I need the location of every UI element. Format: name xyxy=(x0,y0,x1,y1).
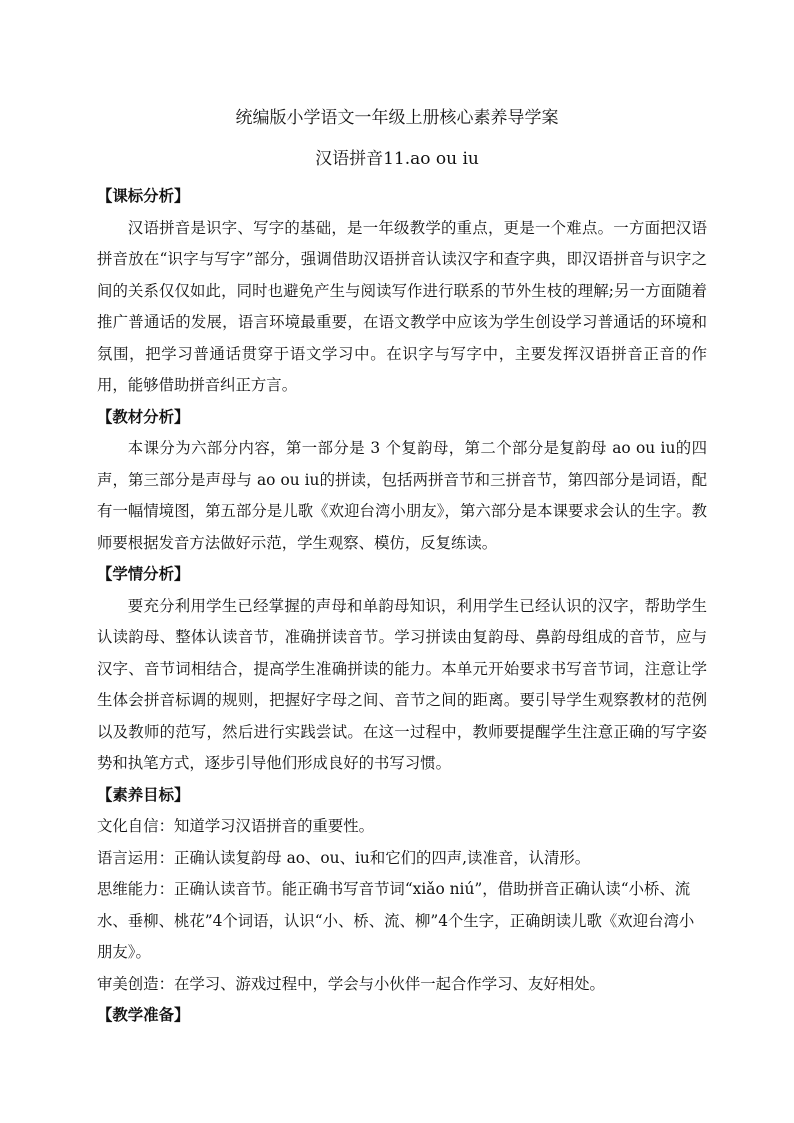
document-body xyxy=(97,181,707,1032)
document-subtitle: 汉语拼音11.ao ou iu xyxy=(315,149,479,169)
document-title: 统编版小学语文一年级上册核心素养导学案 xyxy=(235,108,559,128)
section-heading-preparation: 【教学准备】 xyxy=(97,1006,190,1024)
goal-item-thinking: 思维能力：正确认读音节。能正确书写音节词“xiǎo niú”，借助拼音正确认读“小桥、流水、垂柳、桃花”4个词语，认识“小、桥、流、柳”4个生字，正确朗读儿歌《欢迎台湾小朋友》。 xyxy=(97,880,695,961)
goal-item-aesthetics: 审美创造：在学习、游戏过程中，学会与小伙伴一起合作学习、友好相处。 xyxy=(97,974,605,993)
curriculum-analysis-text: 汉语拼音是识字、写字的基础，是一年级教学的重点，更是一个难点。一方面把汉语拼音放在“识字与写字”部分，强调借助汉语拼音认读汉字和查字典，即汉语拼音与识字之间的关系仅仅如此，同时也避免产生与阅读写作进行联系的节外生枝的理解;另一方面随着推广普通话的发展，语言环境最重要，在语文教学中应该为学生创设学习普通话的环境和氛围，把学习普通话贯穿于语文学习中。在识字与写字中，主要发挥汉语拼音正音的作用，能够借助拼音纠正方言。 xyxy=(97,218,707,394)
section-heading-learners: 【学情分析】 xyxy=(97,565,190,583)
textbook-analysis-text: 本课分为六部分内容，第一部分是 3 个复韵母，第二个部分是复韵母 ao ou iu的四声，第三部分是声母与 ao ou iu的拼读，包括两拼音节和三拼音节，第四部分是词语，配有一幅情境图，第五部分是儿歌《欢迎台湾小朋友》，第六部分是本课要求会认的生字。教师要根据发音方法做好示范，学生观察、模仿，反复练读。 xyxy=(97,439,707,552)
section-heading-curriculum: 【课标分析】 xyxy=(97,187,190,205)
section-heading-textbook: 【教材分析】 xyxy=(97,407,190,426)
section-heading-goals: 【素养目标】 xyxy=(97,785,190,804)
goal-item-culture: 文化自信：知道学习汉语拼音的重要性。 xyxy=(97,817,375,835)
goal-item-language: 语言运用：正确认读复韵母 ao、ou、iu和它们的四声,读准音，认清形。 xyxy=(97,848,591,867)
learner-analysis-text: 要充分利用学生已经掌握的声母和单韵母知识，利用学生已经认识的汉字，帮助学生认读韵母、整体认读音节，准确拼读音节。学习拼读由复韵母、鼻韵母组成的音节，应与汉字、音节词相结合，提高学生准确拼读的能力。本单元开始要求书写音节词，注意让学生体会拼音标调的规则，把握好字母之间、音节之间的距离。要引导学生观察教材的范例以及教师的范写，然后进行实践尝试。在这一过程中，教师要提醒学生注意正确的写字姿势和执笔方式，逐步引导他们形成良好的书写习惯。 xyxy=(97,596,707,772)
